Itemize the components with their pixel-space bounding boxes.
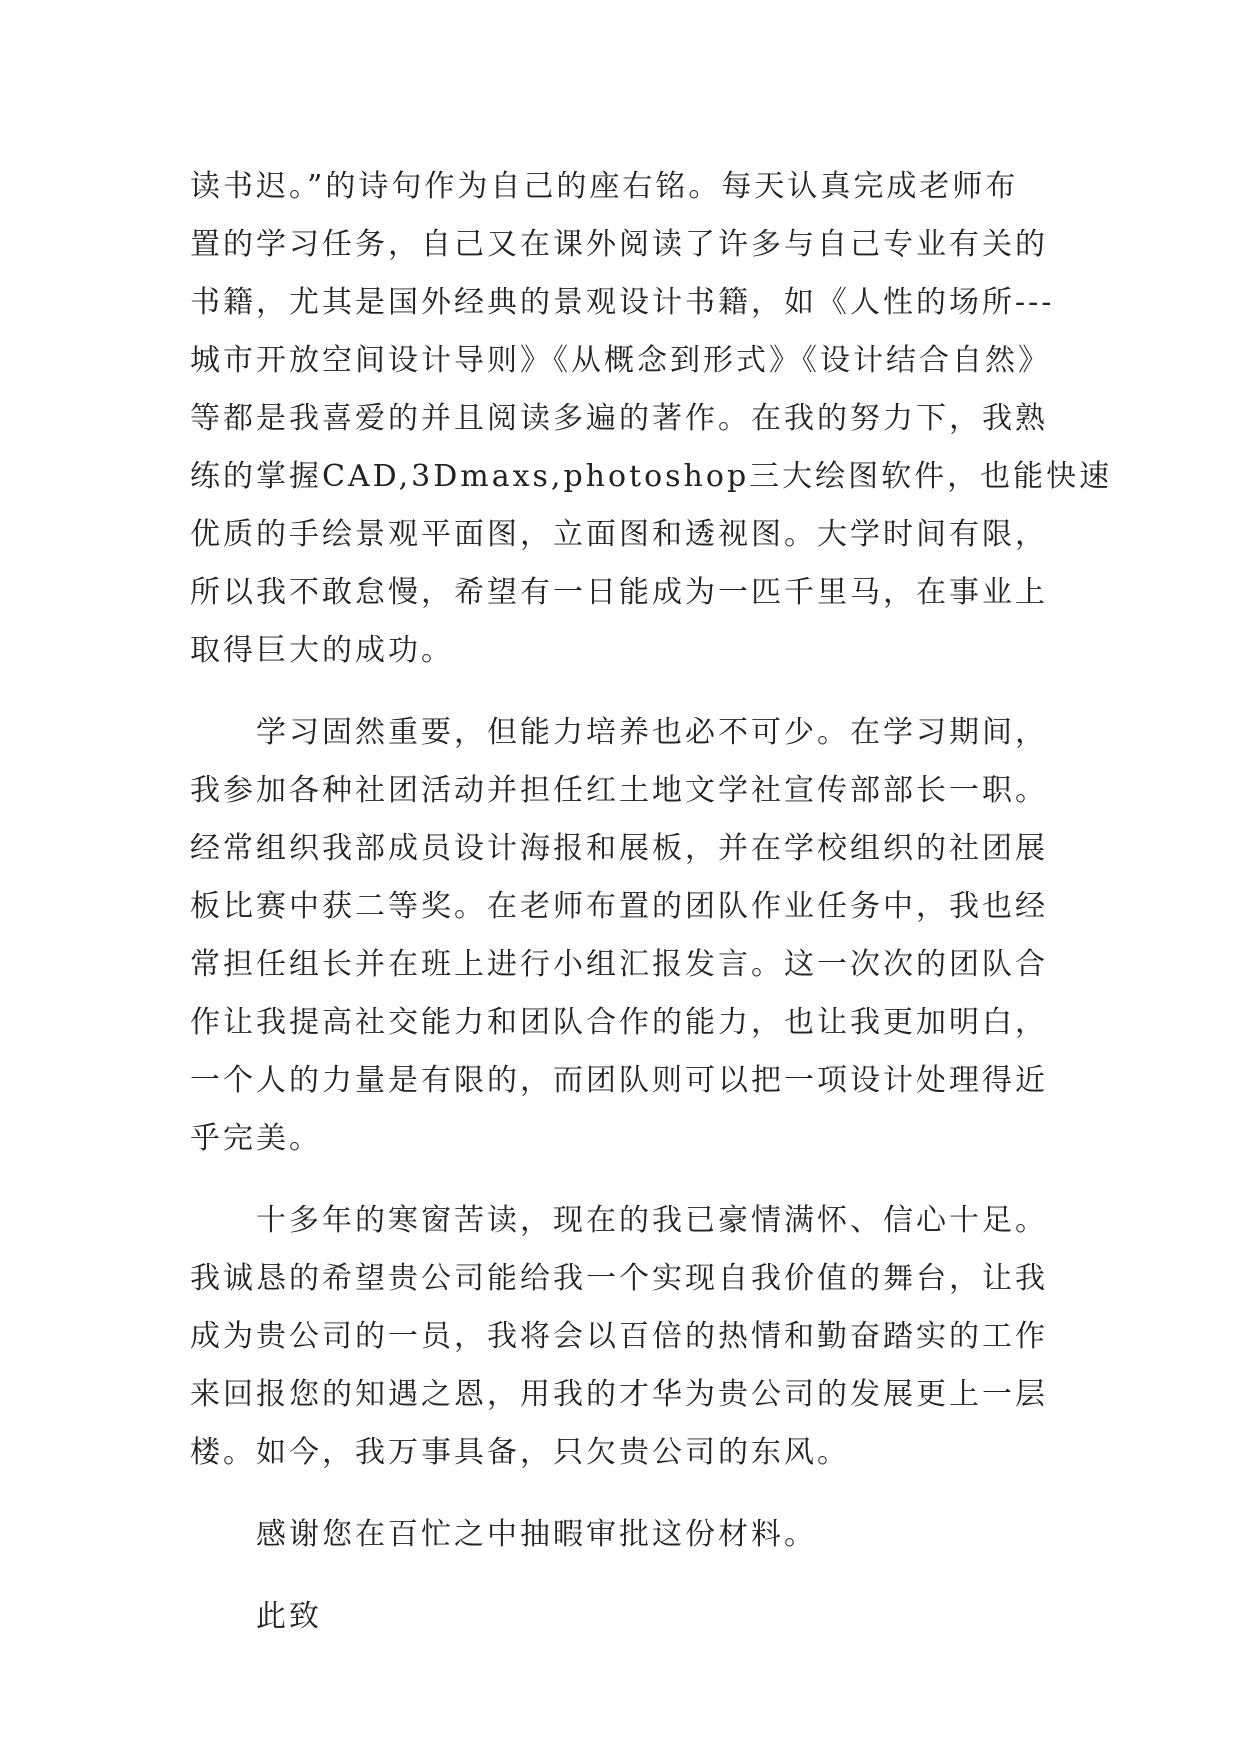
- letter-body: [190, 158, 1113, 1646]
- text-line: 感谢您在百忙之中抽暇审批这份材料。: [256, 1517, 817, 1552]
- text-line: 书籍，尤其是国外经典的景观设计书籍，如《人性的场所---: [190, 285, 1055, 320]
- paragraph-aspiration: [190, 1192, 1070, 1482]
- text-line: 经常组织我部成员设计海报和展板，并在学校组织的社团展: [190, 831, 1048, 866]
- text-line: 等都是我喜爱的并且阅读多遍的著作。在我的努力下，我熟: [190, 401, 1048, 436]
- text-line: 优质的手绘景观平面图，立面图和透视图。大学时间有限，: [190, 517, 1048, 552]
- paragraph-spacer: [190, 680, 1070, 704]
- text-line: 乎完美。: [190, 1121, 322, 1156]
- text-line: 练的掌握CAD,3Dmaxs,photoshop三大绘图软件，也能快速: [190, 459, 1113, 494]
- text-line: 取得巨大的成功。: [190, 633, 454, 668]
- paragraph-ability-training: [190, 704, 1070, 1168]
- paragraph-spacer: [190, 1564, 1070, 1588]
- paragraph-reading-habits: [190, 158, 1113, 680]
- text-line: 城市开放空间设计导则》《从概念到形式》《设计结合自然》: [190, 343, 1051, 378]
- paragraph-thanks: [190, 1506, 1070, 1564]
- closing-salutation: 此致: [256, 1599, 322, 1634]
- paragraph-closing: [190, 1588, 1070, 1646]
- text-line: 我参加各种社团活动并担任红土地文学社宣传部部长一职。: [190, 773, 1048, 808]
- text-line: 置的学习任务，自己又在课外阅读了许多与自己专业有关的: [190, 227, 1048, 262]
- text-line: 十多年的寒窗苦读，现在的我已豪情满怀、信心十足。: [256, 1203, 1048, 1238]
- text-line: 作让我提高社交能力和团队合作的能力，也让我更加明白，: [190, 1005, 1048, 1040]
- text-line: 来回报您的知遇之恩，用我的才华为贵公司的发展更上一层: [190, 1377, 1048, 1412]
- text-line: 常担任组长并在班上进行小组汇报发言。这一次次的团队合: [190, 947, 1048, 982]
- text-line: 读书迟。”的诗句作为自己的座右铭。每天认真完成老师布: [190, 169, 1019, 204]
- text-line: 楼。如今，我万事具备，只欠贵公司的东风。: [190, 1435, 850, 1470]
- text-line: 所以我不敢怠慢，希望有一日能成为一匹千里马，在事业上: [190, 575, 1048, 610]
- text-line: 成为贵公司的一员，我将会以百倍的热情和勤奋踏实的工作: [190, 1319, 1048, 1354]
- text-line: 一个人的力量是有限的，而团队则可以把一项设计处理得近: [190, 1063, 1048, 1098]
- paragraph-spacer: [190, 1482, 1070, 1506]
- paragraph-spacer: [190, 1168, 1070, 1192]
- text-line: 学习固然重要，但能力培养也必不可少。在学习期间，: [256, 715, 1048, 750]
- text-line: 我诚恳的希望贵公司能给我一个实现自我价值的舞台，让我: [190, 1261, 1048, 1296]
- text-line: 板比赛中获二等奖。在老师布置的团队作业任务中，我也经: [190, 889, 1048, 924]
